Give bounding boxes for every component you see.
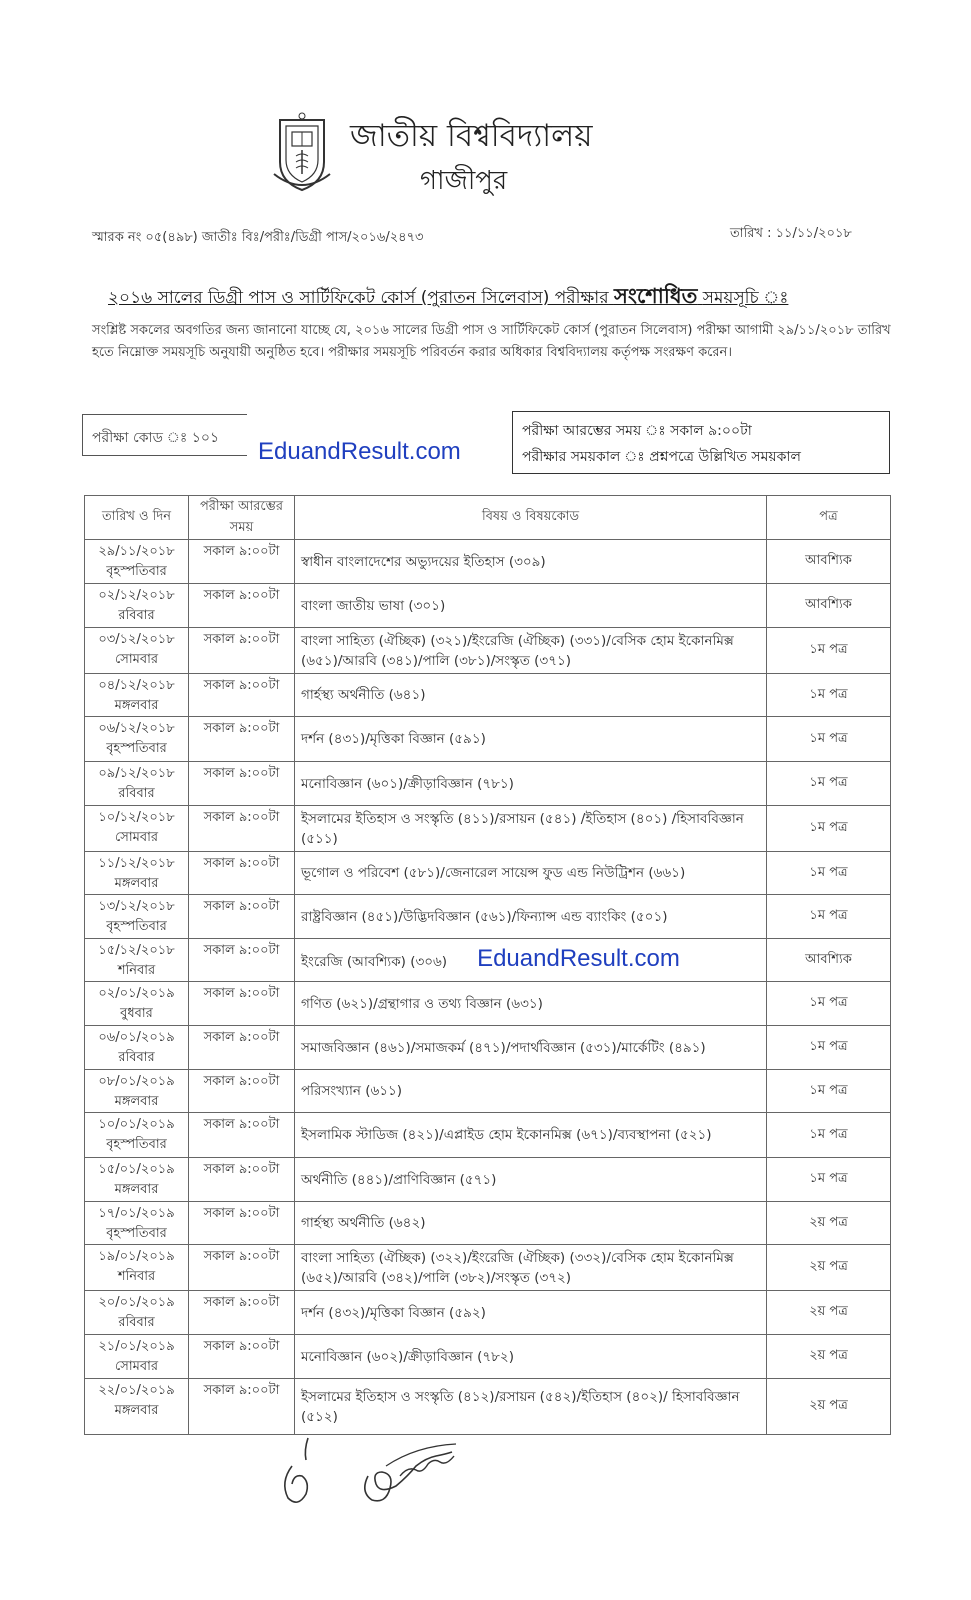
row-paper: ১ম পত্র — [767, 895, 891, 939]
row-subject-cell — [295, 1202, 767, 1245]
row-date-cell — [85, 939, 189, 982]
row-date-cell — [85, 1291, 189, 1335]
exam-start-time: পরীক্ষা আরম্ভের সময় ঃ সকাল ৯:০০টা — [522, 423, 752, 439]
row-date-cell — [85, 674, 189, 717]
row-paper: ১ম পত্র — [767, 674, 891, 717]
row-day: রবিবার — [118, 1050, 155, 1065]
row-subject-cell — [295, 540, 767, 584]
row-day: সোমবার — [114, 830, 158, 845]
row-subject-cell — [295, 1379, 767, 1435]
row-time: সকাল ৯:০০টা — [189, 540, 295, 584]
row-date-cell — [85, 540, 189, 584]
row-subject: ইসলামের ইতিহাস ও সংস্কৃতি (৪১১)/রসায়ন (৫৪১) /ইতিহাস (৪০১) /হিসাববিজ্ঞান (৫১১) — [301, 810, 744, 847]
row-time: সকাল ৯:০০টা — [189, 762, 295, 806]
row-day: মঙ্গলবার — [114, 1094, 159, 1109]
row-date: ০৪/১২/২০১৮ — [98, 678, 175, 693]
row-date: ১৯/০১/২০১৯ — [98, 1249, 175, 1264]
signature — [276, 1436, 466, 1508]
row-subject: বাংলা সাহিত্য (ঐচ্ছিক) (৩২২)/ইংরেজি (ঐচ্ছিক) (৩৩২)/বেসিক হোম ইকোনমিক্স (৬৫২)/আরবি (৩৪২)/পালি (৩৮২)/সংস্কৃত (৩৭২) — [301, 1249, 734, 1286]
row-day: রবিবার — [118, 1315, 155, 1330]
table-row — [85, 717, 891, 762]
row-date: ১৭/০১/২০১৯ — [98, 1206, 175, 1221]
row-date: ২১/০১/২০১৯ — [98, 1339, 175, 1354]
row-date-cell — [85, 1158, 189, 1202]
table-row — [85, 806, 891, 852]
table-row — [85, 1245, 891, 1291]
row-date-cell — [85, 1202, 189, 1245]
row-time: সকাল ৯:০০টা — [189, 806, 295, 852]
row-date: ০২/১২/২০১৮ — [98, 588, 175, 603]
row-subject: বাংলা সাহিত্য (ঐচ্ছিক) (৩২১)/ইংরেজি (ঐচ্ছিক) (৩৩১)/বেসিক হোম ইকোনমিক্স (৬৫১)/আরবি (৩৪১)/পালি (৩৮১)/সংস্কৃত (৩৭১) — [301, 632, 734, 669]
row-subject-cell — [295, 939, 767, 982]
row-date: ২০/০১/২০১৯ — [98, 1295, 175, 1310]
row-date: ০৮/০১/২০১৯ — [98, 1074, 175, 1089]
row-time: সকাল ৯:০০টা — [189, 939, 295, 982]
table-row — [85, 1070, 891, 1113]
row-paper: ২য় পত্র — [767, 1202, 891, 1245]
row-paper: আবশ্যিক — [767, 939, 891, 982]
row-time: সকাল ৯:০০টা — [189, 628, 295, 674]
row-date: ১১/১২/২০১৮ — [98, 856, 175, 871]
table-row — [85, 540, 891, 584]
row-date-cell — [85, 1070, 189, 1113]
row-paper: ১ম পত্র — [767, 1113, 891, 1158]
row-day: সোমবার — [114, 1359, 158, 1374]
row-day: শনিবার — [117, 963, 156, 978]
row-date-cell — [85, 1379, 189, 1435]
row-subject-cell — [295, 674, 767, 717]
table-row — [85, 1113, 891, 1158]
row-subject-cell — [295, 1026, 767, 1070]
row-paper: ১ম পত্র — [767, 628, 891, 674]
row-subject: ইংরেজি (আবশ্যিক) (৩০৬) — [301, 953, 448, 970]
table-row — [85, 852, 891, 895]
row-date: ১০/০১/২০১৯ — [98, 1117, 175, 1132]
row-date: ০৬/১২/২০১৮ — [98, 721, 175, 736]
row-subject: ইসলামিক স্টাডিজ (৪২১)/এপ্লাইড হোম ইকোনমিক্স (৬৭১)/ব্যবস্থাপনা (৫২১) — [301, 1127, 712, 1143]
row-subject-cell — [295, 1158, 767, 1202]
row-subject: ইসলামের ইতিহাস ও সংস্কৃতি (৪১২)/রসায়ন (৫৪২)/ইতিহাস (৪০২)/ হিসাববিজ্ঞান (৫১২) — [301, 1388, 740, 1425]
row-day: বৃহস্পতিবার — [106, 919, 167, 934]
row-paper: ১ম পত্র — [767, 1158, 891, 1202]
row-time: সকাল ৯:০০টা — [189, 584, 295, 628]
row-date: ১৫/০১/২০১৯ — [98, 1162, 175, 1177]
row-time: সকাল ৯:০০টা — [189, 1158, 295, 1202]
header-subject: বিষয় ও বিষয়কোড — [295, 496, 767, 540]
row-paper: আবশ্যিক — [767, 540, 891, 584]
table-header-row — [85, 496, 891, 540]
row-time: সকাল ৯:০০টা — [189, 674, 295, 717]
row-date: ১৩/১২/২০১৮ — [98, 899, 175, 914]
row-subject-cell — [295, 806, 767, 852]
row-paper: ১ম পত্র — [767, 1070, 891, 1113]
row-paper: ২য় পত্র — [767, 1245, 891, 1291]
row-subject: সমাজবিজ্ঞান (৪৬১)/সমাজকর্ম (৪৭১)/পদার্থবিজ্ঞান (৫৩১)/মার্কেটিং (৪৯১) — [301, 1039, 706, 1056]
row-subject-cell — [295, 1070, 767, 1113]
header-paper: পত্র — [767, 496, 891, 540]
header-date: তারিখ ও দিন — [85, 496, 189, 540]
row-time: সকাল ৯:০০টা — [189, 1202, 295, 1245]
row-subject: মনোবিজ্ঞান (৬০২)/ক্রীড়াবিজ্ঞান (৭৮২) — [301, 1348, 514, 1365]
row-subject-cell — [295, 762, 767, 806]
row-day: মঙ্গলবার — [114, 876, 159, 891]
row-subject: অর্থনীতি (৪৪১)/প্রাণিবিজ্ঞান (৫৭১) — [301, 1171, 497, 1188]
row-subject-cell — [295, 584, 767, 628]
row-subject: স্বাধীন বাংলাদেশের অভ্যুদয়ের ইতিহাস (৩০৯) — [301, 553, 546, 570]
row-subject: বাংলা জাতীয় ভাষা (৩০১) — [301, 597, 446, 614]
schedule-table — [84, 495, 891, 1435]
row-subject: দর্শন (৪৩১)/মৃত্তিকা বিজ্ঞান (৫৯১) — [301, 731, 486, 747]
row-day: শনিবার — [117, 1269, 156, 1284]
table-row — [85, 1158, 891, 1202]
row-date-cell — [85, 806, 189, 852]
row-subject: ভূগোল ও পরিবেশ (৫৮১)/জেনারেল সায়েন্স ফুড এন্ড নিউট্রিশন (৬৬১) — [301, 865, 686, 881]
row-subject-cell — [295, 1245, 767, 1291]
row-paper: ২য় পত্র — [767, 1335, 891, 1379]
row-subject-cell — [295, 1113, 767, 1158]
document-title — [108, 280, 788, 315]
university-logo — [272, 112, 332, 194]
row-date: ০৯/১২/২০১৮ — [98, 766, 175, 781]
row-subject: মনোবিজ্ঞান (৬০১)/ক্রীড়াবিজ্ঞান (৭৮১) — [301, 775, 514, 792]
table-row — [85, 584, 891, 628]
row-day: বৃহস্পতিবার — [106, 564, 167, 579]
row-paper: ১ম পত্র — [767, 1026, 891, 1070]
table-row — [85, 674, 891, 717]
row-time: সকাল ৯:০০টা — [189, 1291, 295, 1335]
row-time: সকাল ৯:০০টা — [189, 1026, 295, 1070]
row-date: ২৯/১১/২০১৮ — [98, 544, 175, 559]
row-subject-cell — [295, 982, 767, 1026]
row-day: মঙ্গলবার — [114, 698, 159, 713]
table-row — [85, 1335, 891, 1379]
row-date-cell — [85, 852, 189, 895]
row-date-cell — [85, 1245, 189, 1291]
row-day: রবিবার — [118, 786, 155, 801]
memo-number: স্মারক নং ০৫(৪৯৮) জাতীঃ বিঃ/পরীঃ/ডিগ্রী পাস/২০১৬/২৪৭৩ — [92, 230, 424, 245]
row-date-cell — [85, 895, 189, 939]
table-row — [85, 1291, 891, 1335]
row-paper: ১ম পত্র — [767, 852, 891, 895]
row-time: সকাল ৯:০০টা — [189, 1070, 295, 1113]
row-date: ০৬/০১/২০১৯ — [98, 1030, 175, 1045]
row-time: সকাল ৯:০০টা — [189, 852, 295, 895]
university-name: জাতীয় বিশ্ববিদ্যালয় — [350, 118, 593, 154]
row-paper: ১ম পত্র — [767, 982, 891, 1026]
row-paper: ১ম পত্র — [767, 717, 891, 762]
row-date-cell — [85, 628, 189, 674]
row-time: সকাল ৯:০০টা — [189, 982, 295, 1026]
watermark-text: EduandResult.com — [477, 944, 680, 972]
row-paper: ২য় পত্র — [767, 1379, 891, 1435]
title-prefix: ২০১৬ সালের ডিগ্রী পাস ও সার্টিফিকেট কোর্স (পুরাতন সিলেবাস) পরীক্ষার — [108, 288, 609, 308]
table-row — [85, 628, 891, 674]
row-date: ০৩/১২/২০১৮ — [98, 632, 175, 647]
exam-duration: পরীক্ষার সময়কাল ঃ প্রশ্নপত্রে উল্লিখিত সময়কাল — [522, 449, 801, 465]
row-paper: আবশ্যিক — [767, 584, 891, 628]
row-date-cell — [85, 584, 189, 628]
row-time: সকাল ৯:০০টা — [189, 1379, 295, 1435]
header-time: পরীক্ষা আরম্ভের সময় — [189, 496, 295, 540]
row-date-cell — [85, 762, 189, 806]
row-subject-cell — [295, 1291, 767, 1335]
row-day: রবিবার — [118, 608, 155, 623]
row-date-cell — [85, 717, 189, 762]
row-time: সকাল ৯:০০টা — [189, 1245, 295, 1291]
row-time: সকাল ৯:০০টা — [189, 1113, 295, 1158]
row-date: ২২/০১/২০১৯ — [98, 1383, 175, 1398]
row-day: বুধবার — [120, 1006, 153, 1021]
table-row — [85, 762, 891, 806]
row-subject-cell — [295, 628, 767, 674]
row-date: ১০/১২/২০১৮ — [98, 810, 175, 825]
table-row — [85, 895, 891, 939]
table-row — [85, 1379, 891, 1435]
exam-code: পরীক্ষা কোড ঃ ১০১ — [92, 430, 220, 446]
row-subject-cell — [295, 895, 767, 939]
watermark-text: EduandResult.com — [258, 438, 461, 465]
issue-date: তারিখ : ১১/১১/২০১৮ — [730, 226, 852, 241]
row-time: সকাল ৯:০০টা — [189, 717, 295, 762]
row-subject-cell — [295, 1335, 767, 1379]
row-day: বৃহস্পতিবার — [106, 1226, 167, 1241]
row-day: সোমবার — [114, 652, 158, 667]
row-time: সকাল ৯:০০টা — [189, 895, 295, 939]
row-subject: রাষ্ট্রবিজ্ঞান (৪৫১)/উদ্ভিদবিজ্ঞান (৫৬১)/ফিন্যান্স এন্ড ব্যাংকিং (৫০১) — [301, 908, 668, 925]
table-row — [85, 982, 891, 1026]
row-subject: গণিত (৬২১)/গ্রন্থাগার ও তথ্য বিজ্ঞান (৬৩১) — [301, 995, 543, 1012]
row-subject-cell — [295, 717, 767, 762]
table-row — [85, 1026, 891, 1070]
notice-paragraph: সংশ্লিষ্ট সকলের অবগতির জন্য জানানো যাচ্ছে যে, ২০১৬ সালের ডিগ্রী পাস ও সার্টিফিকেট কোর্স (পুরাতন সিলেবাস) পরীক্ষা আগামী ২৯/১১/২০১৮ তারিখ হতে নিম্নোক্ত সময়সূচি অনুযায়ী অনুষ্ঠিত হবে। পরীক্ষার সময়সূচি পরিবর্তন করার অধিকার বিশ্ববিদ্যালয় কর্তৃপক্ষ সংরক্ষণ করেন। — [92, 323, 891, 360]
row-date-cell — [85, 1113, 189, 1158]
table-row — [85, 939, 891, 982]
row-day: বৃহস্পতিবার — [106, 1137, 167, 1152]
row-date-cell — [85, 982, 189, 1026]
row-paper: ১ম পত্র — [767, 762, 891, 806]
title-emphasis: সংশোধিত — [613, 284, 698, 308]
title-suffix: সময়সূচি ঃ — [702, 288, 789, 308]
row-date-cell — [85, 1335, 189, 1379]
row-subject-cell — [295, 852, 767, 895]
row-day: মঙ্গলবার — [114, 1403, 159, 1418]
row-time: সকাল ৯:০০টা — [189, 1335, 295, 1379]
row-day: বৃহস্পতিবার — [106, 741, 167, 756]
row-paper: ১ম পত্র — [767, 806, 891, 852]
row-subject: গার্হস্থ্য অর্থনীতি (৬৪২) — [301, 1215, 426, 1231]
row-subject: দর্শন (৪৩২)/মৃত্তিকা বিজ্ঞান (৫৯২) — [301, 1304, 486, 1321]
university-city: গাজীপুর — [420, 166, 508, 196]
row-day: মঙ্গলবার — [114, 1182, 159, 1197]
row-date: ০২/০১/২০১৯ — [98, 986, 175, 1001]
row-date: ১৫/১২/২০১৮ — [98, 943, 175, 958]
row-paper: ২য় পত্র — [767, 1291, 891, 1335]
row-date-cell — [85, 1026, 189, 1070]
schedule-body — [85, 540, 891, 1435]
row-subject: পরিসংখ্যান (৬১১) — [301, 1083, 403, 1099]
table-row — [85, 1202, 891, 1245]
row-subject: গার্হস্থ্য অর্থনীতি (৬৪১) — [301, 687, 426, 703]
